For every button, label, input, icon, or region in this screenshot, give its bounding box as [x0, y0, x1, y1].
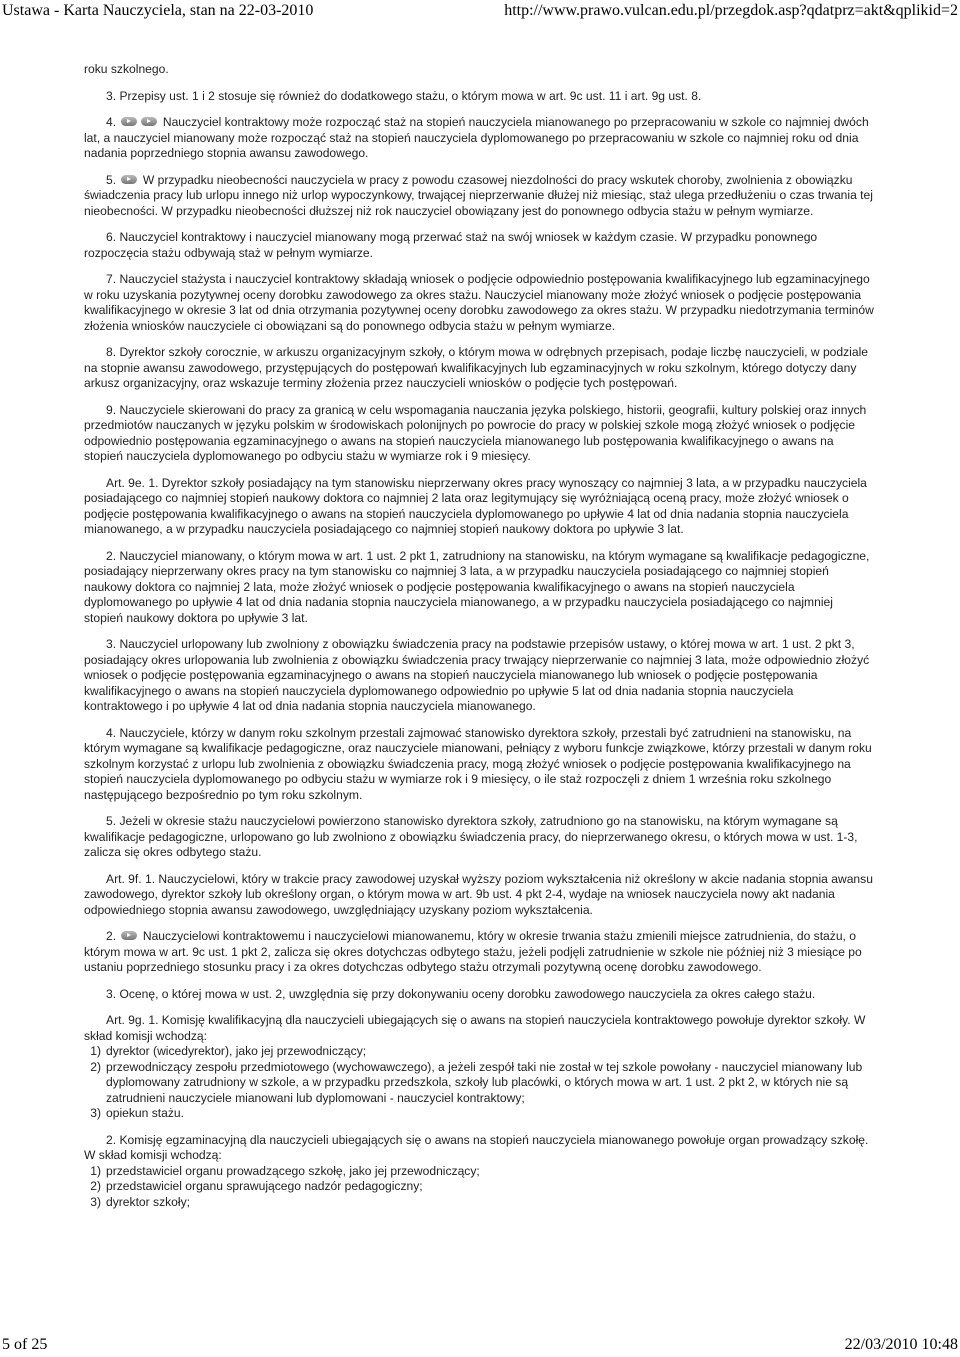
paragraph: 4. Nauczyciele, którzy w danym roku szkolnym przestali zajmować stanowisko dyrektora szkoły, przestali być zatrudnieni na stanowisku, na którym wymagane są kwalifikacje pedagogiczne, oraz nauczyciele mianowani, pełniący z wyboru funkcje związkowe, którzy przestali w danym roku szkolnym korzystać z urlopu lub zwolnienia z obowiązku świadczenia pracy, mogą złożyć wniosek o podjęcie postępowania kwalifikacyjnego na stopień nauczyciela dyplomowanego po odbyciu stażu w wymiarze rok i 9 miesięcy, o ile staż rozpoczęli z dniem 1 września roku szkolnego następującego bezpośrednio po tym roku szkolnym. [84, 725, 872, 802]
document-title: Ustawa - Karta Nauczyciela, stan na 22-03-2010 [2, 2, 314, 19]
paragraph: 9. Nauczyciele skierowani do pracy za granicą w celu wspomagania nauczania języka polskiego, historii, geografii, kultury polskiej oraz innych przedmiotów nauczanych w języku polskim w środowiskach polonijnych po powrocie do pracy w polskiej szkole mogą złożyć wniosek o podjęcie odpowiednio postępowania egzaminacyjnego o awans na stopień nauczyciela mianowanego lub postępowania kwalifikacyjnego o awans na stopień nauczyciela dyplomowanego po odbyciu stażu w wymiarze rok i 9 miesięcy. [84, 402, 867, 463]
paragraph-text: Nauczycielowi kontraktowemu i nauczycielowi mianowanemu, który w okresie trwania stażu zmienili miejsce zatrudnienia, do stażu, o którym mowa w art. 9c ust. 1 pkt 2, zalicza się okres dotychczas odbytego stażu, jeżeli podjęli zatrudnienie w szkole nie później niż 3 miesiące po ustaniu poprzedniego stosunku pracy i za okres dotychczas odbytego stażu otrzymali pozytywną ocenę dorobku zawodowego. [84, 929, 862, 974]
history-arrow-icon[interactable] [141, 117, 157, 126]
committee-members-list [84, 1164, 874, 1211]
list-item: 2) przewodniczący zespołu przedmiotowego (wychowawczego), a jeżeli zespół taki nie został w tej szkole powołany - nauczyciel mianowany lub dyplomowany zatrudniony w szkole, a w przypadku przedszkola, szkoły lub placówki, o których mowa w art. 1 ust. 2 pkt 2, w których nie są zatrudnieni nauczyciele mianowani lub dyplomowani - nauczyciel kontraktowy; [90, 1059, 863, 1105]
paragraph: 3. Ocenę, o której mowa w ust. 2, uwzględnia się przy dokonywaniu oceny dorobku zawodowego nauczyciela za okres całego stażu. [106, 986, 816, 1001]
paragraph-text: W przypadku nieobecności nauczyciela w pracy z powodu czasowej niezdolności do pracy wskutek choroby, zwolnienia z obowiązku świadczenia pracy lub urlopu innego niż urlop wypoczynkowy, trwającej nieprzerwanie dłużej niż miesiąc, staż ulega przedłużeniu o czas trwania tej nieobecności. W przypadku nieobecności dłuższej niż rok nauczyciel obowiązany jest do ponownego odbycia stażu w pełnym wymiarze. [84, 172, 873, 218]
print-datetime: 22/03/2010 10:48 [844, 1336, 958, 1353]
paragraph [84, 929, 874, 976]
paragraph: Art. 9e. 1. Dyrektor szkoły posiadający na tym stanowisku nieprzerwany okres pracy wynoszący co najmniej 3 lata, a w przypadku nauczyciela posiadającego co najmniej stopień naukowy doktora co najmniej 2 lata oraz legitymujący się wyróżniającą oceną pracy, może złożyć wniosek o podjęcie postępowania kwalifikacyjnego o awans na stopień nauczyciela dyplomowanego po upływie 4 lat od dnia nadania stopnia nauczyciela mianowanego, a w przypadku nauczyciela posiadającego co najmniej stopień naukowy doktora po upływie 3 lat. [84, 475, 867, 536]
paragraph: roku szkolnego. [84, 62, 169, 76]
list-item: 1) dyrektor (wicedyrektor), jako jej przewodniczący; [90, 1044, 367, 1058]
page-counter: 5 of 25 [2, 1336, 48, 1353]
paragraph: 3. Nauczyciel urlopowany lub zwolniony z obowiązku świadczenia pracy na podstawie przepisów ustawy, o której mowa w art. 1 ust. 2 pkt 3, posiadający okres urlopowania lub zwolnienia z obowiązku świadczenia pracy trwający nieprzerwanie co najmniej 3 lata, może odpowiednio złożyć wniosek o podjęcie postępowania egzaminacyjnego o awans na stopień nauczyciela mianowanego lub wniosek o podjęcie postępowania kwalifikacyjnego o awans na stopień nauczyciela dyplomowanego odpowiednio po upływie 5 lat od dnia nadania stopnia nauczyciela kontraktowego i po upływie 4 lat od dnia nadania stopnia nauczyciela mianowanego. [84, 637, 870, 713]
committee-members-list [84, 1044, 874, 1122]
paragraph-number: 5. [106, 172, 117, 187]
paragraph: 2. Nauczyciel mianowany, o którym mowa w art. 1 ust. 2 pkt 1, zatrudniony na stanowisku, na którym wymagane są kwalifikacje pedagogiczne, posiadający nieprzerwany okres pracy na tym stanowisku co najmniej 3 lata, a w przypadku nauczyciela posiadającego co najmniej stopień naukowy doktora co najmniej 2 lata, może złożyć wniosek o podjęcie postępowania kwalifikacyjnego o awans na stopień nauczyciela dyplomowanego po upływie 4 lat od dnia nadania stopnia nauczyciela mianowanego, a w przypadku nauczyciela posiadającego co najmniej stopień naukowy doktora po upływie 3 lat. [84, 548, 870, 625]
paragraph-number: 2. [106, 929, 117, 943]
list-item: 3) dyrektor szkoły; [90, 1194, 191, 1209]
paragraph: 6. Nauczyciel kontraktowy i nauczyciel mianowany mogą przerwać staż na swój wniosek w każdym czasie. W przypadku ponownego rozpoczęcia stażu odbywają staż w pełnym wymiarze. [84, 230, 818, 260]
history-arrow-icon[interactable] [121, 117, 137, 126]
list-item: 2) przedstawiciel organu sprawującego nadzór pedagogiczny; [90, 1179, 423, 1193]
paragraph [84, 173, 874, 220]
history-arrow-icon[interactable] [121, 175, 137, 184]
paragraph: 2. Komisję egzaminacyjną dla nauczycieli ubiegających się o awans na stopień nauczyciela mianowanego powołuje organ prowadzący szkołę. W skład komisji wchodzą: [84, 1132, 869, 1162]
history-arrow-icon[interactable] [121, 931, 137, 940]
document-body [84, 62, 874, 1221]
print-header [0, 0, 960, 24]
paragraph [84, 115, 874, 162]
list-item: 1) przedstawiciel organu prowadzącego szkołę, jako jej przewodniczący; [90, 1163, 480, 1178]
paragraph: 5. Jeżeli w okresie stażu nauczycielowi powierzono stanowisko dyrektora szkoły, zatrudniono go na stanowisku, na którym wymagane są kwalifikacje pedagogiczne, urlopowano go lub zwolniono z obowiązku świadczenia pracy, do nieprzerwanego okresu, o których mowa w ust. 1-3, zalicza się okres odbytego stażu. [84, 814, 858, 859]
list-item: 3) opiekun stażu. [90, 1106, 184, 1120]
paragraph: 7. Nauczyciel stażysta i nauczyciel kontraktowy składają wniosek o podjęcie odpowiednio postępowania kwalifikacyjnego lub egzaminacyjnego w roku uzyskania pozytywnej oceny dorobku zawodowego za okres stażu. Nauczyciel mianowany może złożyć wniosek o podjęcie postępowania kwalifikacyjnego w okresie 3 lat od dnia otrzymania pozytywnej oceny dorobku zawodowego za okres stażu. W przypadku niedotrzymania terminów złożenia wniosków nauczyciele ci obowiązani są do ponownego odbycia stażu w pełnym wymiarze. [84, 272, 874, 333]
paragraph: Art. 9g. 1. Komisję kwalifikacyjną dla nauczycieli ubiegających się o awans na stopień nauczyciela kontraktowego powołuje dyrektor szkoły. W skład komisji wchodzą: [84, 1013, 866, 1043]
paragraph: 3. Przepisy ust. 1 i 2 stosuje się również do dodatkowego stażu, o którym mowa w art. 9c ust. 11 i art. 9g ust. 8. [106, 88, 702, 103]
paragraph: Art. 9f. 1. Nauczycielowi, który w trakcie pracy zawodowej uzyskał wyższy poziom wykształcenia niż określony w akcie nadania stopnia awansu zawodowego, dyrektor szkoły lub określony organ, o którym mowa w art. 9b ust. 4 pkt 2-4, wydaje na wniosek nauczyciela nowy akt nadania odpowiedniego stopnia awansu zawodowego, uwzględniający uzyskany poziom wykształcenia. [84, 871, 873, 917]
paragraph: 8. Dyrektor szkoły corocznie, w arkuszu organizacyjnym szkoły, o którym mowa w odrębnych przepisach, podaje liczbę nauczycieli, w podziale na stopnie awansu zawodowego, przystępujących do postępowań kwalifikacyjnych lub egzaminacyjnych w roku szkolnym, którego dotyczy dany arkusz organizacyjny, oraz wskazuje terminy złożenia przez nauczycieli wniosków o podjęcie tych postępowań. [84, 345, 868, 390]
paragraph-number: 4. [106, 115, 117, 129]
paragraph-text: Nauczyciel kontraktowy może rozpocząć staż na stopień nauczyciela mianowanego po przepracowaniu w szkole co najmniej dwóch lat, a nauczyciel mianowany może rozpocząć staż na stopień nauczyciela dyplomowanego po przepracowaniu w szkole co najmniej roku od dnia nadania poprzedniego stopnia awansu zawodowego. [84, 115, 869, 160]
document-url: http://www.prawo.vulcan.edu.pl/przegdok.asp?qdatprz=akt&qplikid=2 [504, 2, 958, 19]
print-footer [0, 1336, 960, 1356]
